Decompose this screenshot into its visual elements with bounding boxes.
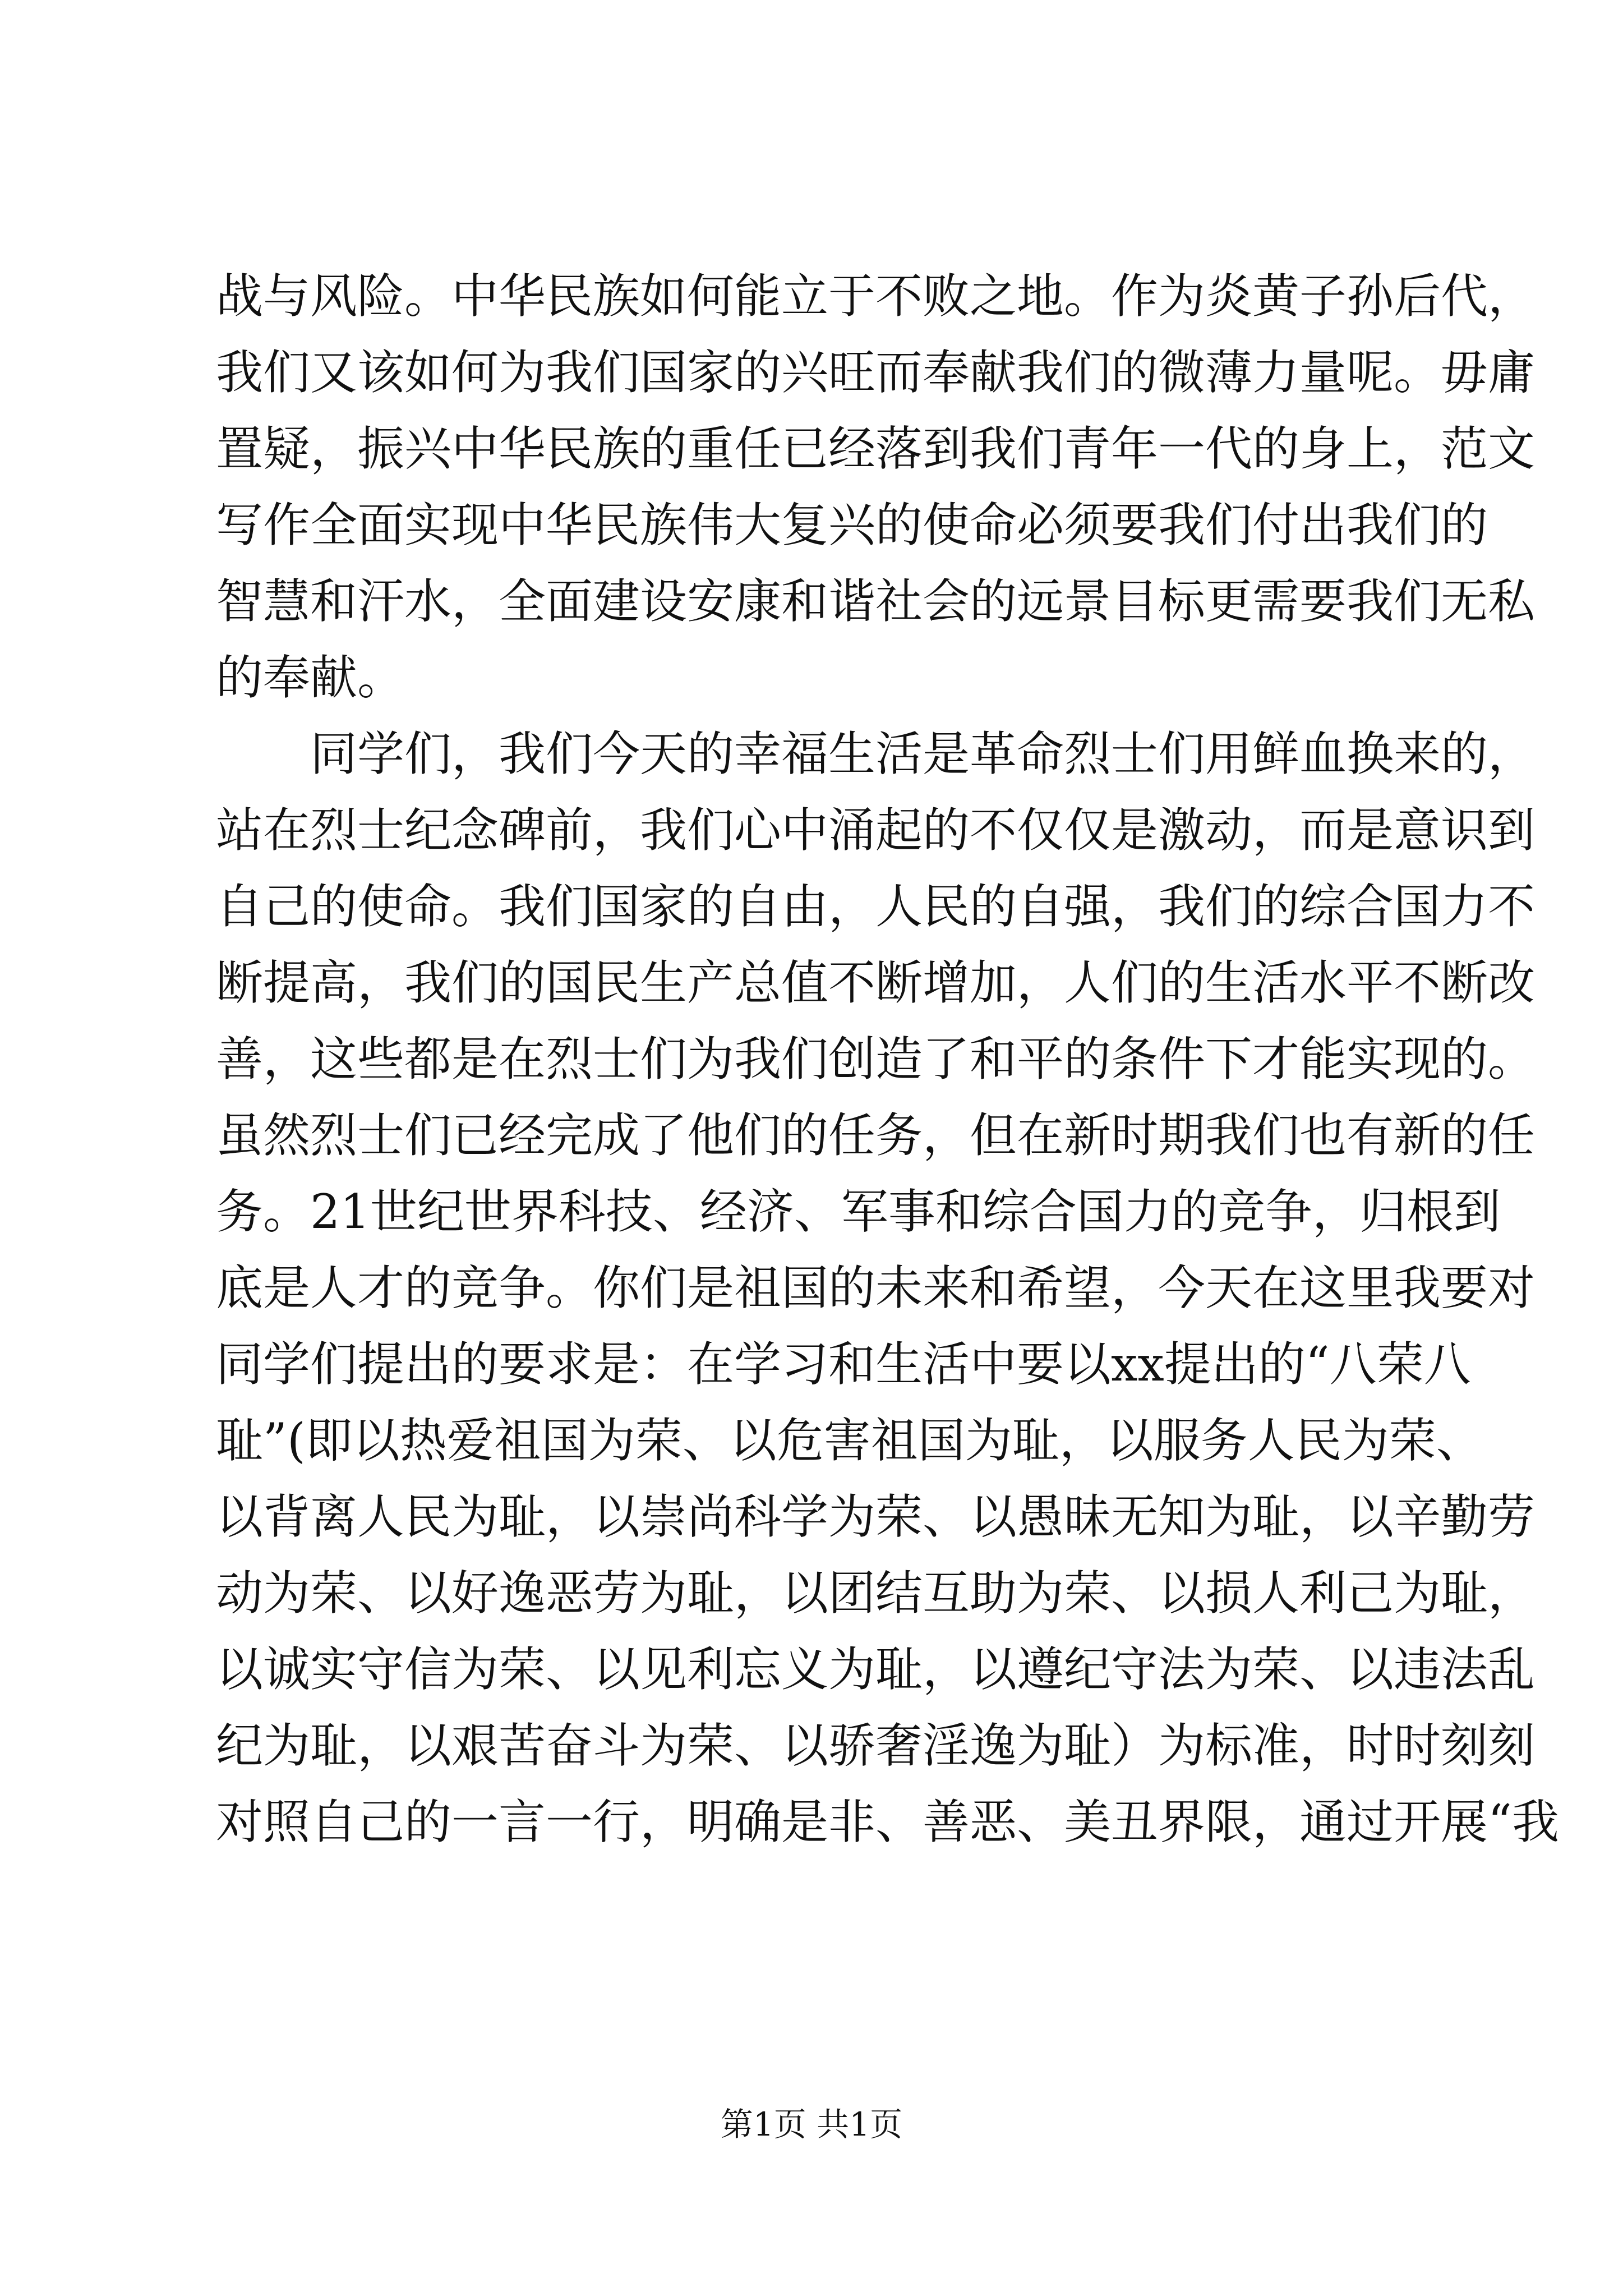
paragraph-2 [216, 716, 1559, 1860]
text-line: 纪为耻，以艰苦奋斗为荣、以骄奢淫逸为耻）为标准，时时刻刻 [216, 1718, 1536, 1773]
text-line: 写作全面实现中华民族伟大复兴的使命必须要我们付出我们的 [216, 498, 1488, 553]
text-line: 站在烈士纪念碑前，我们心中涌起的不仅仅是激动，而是意识到 [216, 803, 1536, 858]
page-number-label: 第1页 共1页 [720, 2105, 903, 2143]
page-footer [0, 2098, 1623, 2145]
text-line: 动为荣、以好逸恶劳为耻，以团结互助为荣、以损人利己为耻， [216, 1566, 1536, 1621]
text-line: 智慧和汗水，全面建设安康和谐社会的远景目标更需要我们无私 [216, 574, 1536, 629]
text-line: 战与风险。中华民族如何能立于不败之地。作为炎黄子孙后代， [216, 269, 1536, 324]
text-line: 耻”(即以热爱祖国为荣、以危害祖国为耻，以服务人民为荣、 [216, 1413, 1483, 1468]
paragraph-1 [216, 258, 1536, 716]
text-line: 善，这些都是在烈士们为我们创造了和平的条件下才能实现的。 [216, 1032, 1536, 1087]
text-line: 同学们，我们今天的幸福生活是革命烈士们用鲜血换来的， [310, 726, 1536, 781]
text-line: 底是人才的竞争。你们是祖国的未来和希望，今天在这里我要对 [216, 1260, 1536, 1315]
text-line: 的奉献。 [216, 650, 405, 705]
text-line: 以诚实守信为荣、以见利忘义为耻，以遵纪守法为荣、以违法乱 [216, 1642, 1536, 1697]
text-line: 断提高，我们的国民生产总值不断增加，人们的生活水平不断改 [216, 955, 1536, 1010]
text-line: 对照自己的一言一行，明确是非、善恶、美丑界限，通过开展“我 [216, 1795, 1559, 1849]
text-line: 同学们提出的要求是：在学习和生活中要以xx提出的“八荣八 [216, 1337, 1471, 1392]
document-body [216, 258, 1559, 1860]
text-line: 置疑，振兴中华民族的重任已经落到我们青年一代的身上，范文 [216, 421, 1536, 476]
text-line: 务。21世纪世界科技、经济、军事和综合国力的竞争，归根到 [216, 1184, 1501, 1239]
text-line: 自己的使命。我们国家的自由，人民的自强，我们的综合国力不 [216, 879, 1536, 934]
text-line: 以背离人民为耻，以崇尚科学为荣、以愚昧无知为耻，以辛勤劳 [216, 1489, 1536, 1544]
text-line: 我们又该如何为我们国家的兴旺而奉献我们的微薄力量呢。毋庸 [216, 345, 1536, 400]
text-line: 虽然烈士们已经完成了他们的任务，但在新时期我们也有新的任 [216, 1108, 1536, 1163]
